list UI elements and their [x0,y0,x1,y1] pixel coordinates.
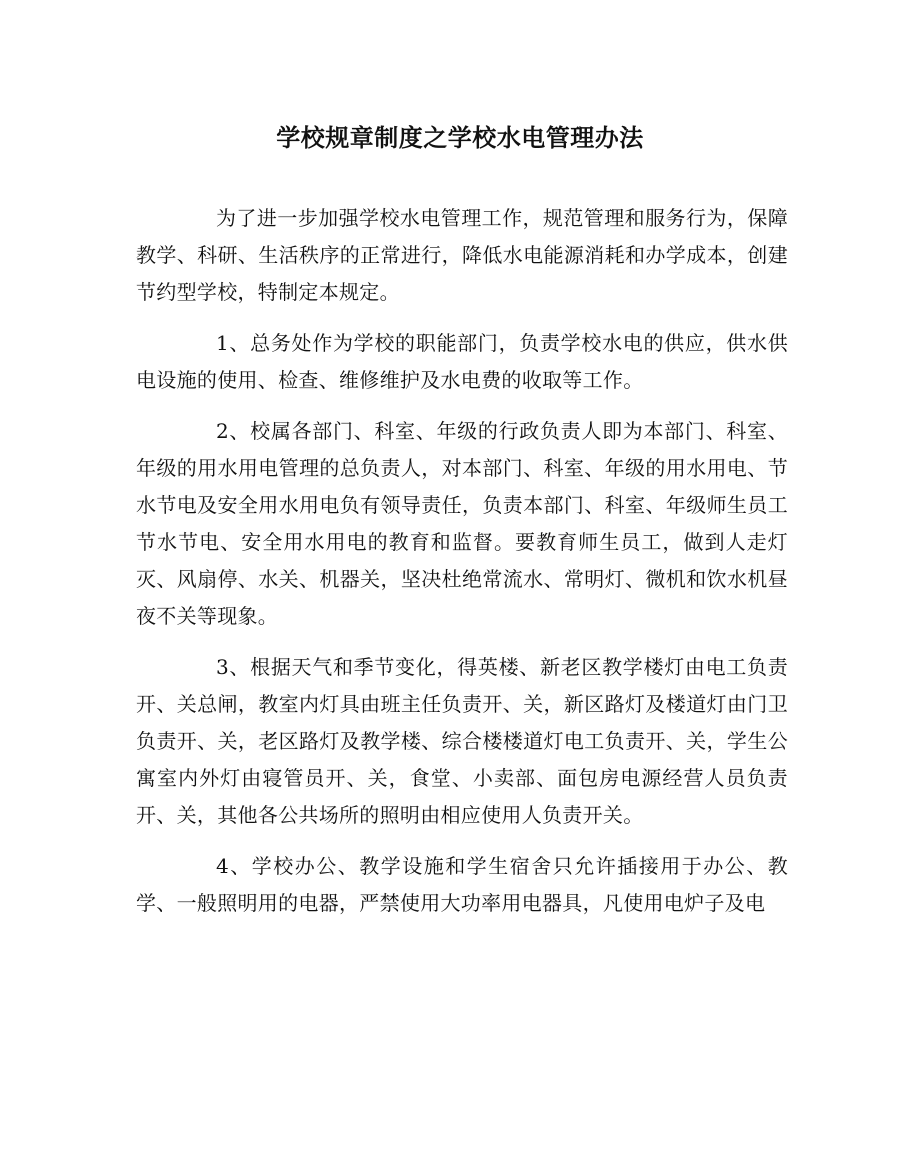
paragraph-item-3: 3、根据天气和季节变化，得英楼、新老区教学楼灯由电工负责开、关总闸，教室内灯具由班主任负责开、关，新区路灯及楼道灯由门卫负责开、关，老区路灯及教学楼、综合楼楼道灯电工负责开、关，学生公寓室内外灯由寝管员开、关，食堂、小卖部、面包房电源经营人员负责开、关，其他各公共场所的照明由相应使用人负责开关。 [136,655,788,827]
document-body [136,200,788,936]
paragraph-item-4: 4、学校办公、教学设施和学生宿舍只允许插接用于办公、教学、一般照明用的电器，严禁使用大功率用电器具，凡使用电炉子及电 [136,854,788,915]
paragraph-item-1: 1、总务处作为学校的职能部门，负责学校水电的供应，供水供电设施的使用、检查、维修维护及水电费的收取等工作。 [136,331,788,392]
document-title: 学校规章制度之学校水电管理办法 [276,124,644,152]
paragraph-intro: 为了进一步加强学校水电管理工作，规范管理和服务行为，保障教学、科研、生活秩序的正常进行，降低水电能源消耗和办学成本，创建节约型学校，特制定本规定。 [136,206,788,304]
paragraph-item-2: 2、校属各部门、科室、年级的行政负责人即为本部门、科室、年级的用水用电管理的总负责人，对本部门、科室、年级的用水用电、节水节电及安全用水用电负有领导责任，负责本部门、科室、年级师生员工节水节电、安全用水用电的教育和监督。要教育师生员工，做到人走灯灭、风扇停、水关、机器关，坚决杜绝常流水、常明灯、微机和饮水机昼夜不关等现象。 [136,419,788,628]
